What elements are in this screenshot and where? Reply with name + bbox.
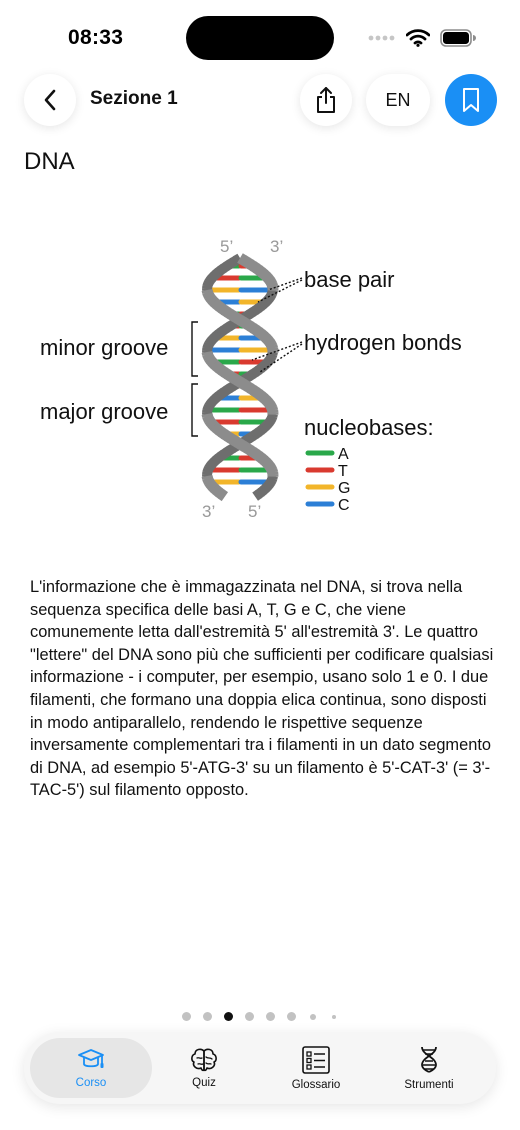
- page-dot[interactable]: [310, 1014, 316, 1020]
- tab-corso[interactable]: [36, 1032, 146, 1104]
- dna-diagram: [30, 226, 500, 526]
- end-label-top-right: 3’: [270, 237, 284, 256]
- double-helix: [207, 258, 273, 497]
- graduation-cap-icon: [76, 1047, 106, 1073]
- chevron-left-icon: [43, 89, 57, 111]
- wifi-icon: [406, 29, 430, 47]
- page-dot[interactable]: [287, 1012, 296, 1021]
- page-dot[interactable]: [182, 1012, 191, 1021]
- label-hydrogen-bonds: hydrogen bonds: [304, 330, 462, 355]
- page-dot[interactable]: [224, 1012, 233, 1021]
- brain-icon: [189, 1047, 219, 1073]
- legend-letter: T: [338, 463, 348, 480]
- cellular-signal-icon: [368, 34, 396, 42]
- minor-groove-bracket: [192, 322, 198, 376]
- label-minor-groove: minor groove: [40, 335, 169, 360]
- language-button[interactable]: EN: [366, 74, 430, 126]
- major-groove-bracket: [192, 384, 198, 436]
- tab-glossario[interactable]: [261, 1032, 371, 1104]
- legend-letter: A: [338, 446, 349, 463]
- tab-label-glossario: Glossario: [291, 1079, 341, 1091]
- status-time: 08:33: [68, 26, 124, 49]
- strand-segment: [255, 494, 259, 497]
- label-nucleobases: nucleobases:: [304, 415, 434, 440]
- battery-icon: [440, 29, 476, 47]
- dna-diagram-svg: [30, 226, 500, 526]
- share-button[interactable]: [300, 74, 352, 126]
- bookmark-button[interactable]: [445, 74, 497, 126]
- tab-label-corso: Corso: [75, 1077, 107, 1089]
- nav-title: Sezione 1: [90, 88, 178, 109]
- page-dot[interactable]: [245, 1012, 254, 1021]
- body-paragraph: L'informazione che è immagazzinata nel DNA, si trova nella sequenza specifica delle basi A, T, G e C, che viene comunemente letta dall'estremità 5' all'estremità 3'. Le quattro "lettere" del DNA sono più che sufficienti per codificare qualsiasi informazione - i computer, per esempio, usano solo 1 e 0. I due filamenti, che formano una doppia elica continua, sono disposti in modo antiparallelo, rendendo le rispettive sequenze inversamente complementari tra i filamenti in un dato segmento di DNA, ad esempio 5'-ATG-3' su un filamento è 5'-CAT-3' (= 3'-TAC-5') sul filamento opposto.: [30, 578, 494, 800]
- tab-strumenti[interactable]: [374, 1032, 484, 1104]
- label-major-groove: major groove: [40, 399, 169, 424]
- end-label-bottom-right: 5’: [248, 502, 262, 521]
- dynamic-island: [186, 16, 334, 60]
- status-bar: [0, 0, 520, 76]
- strand-segment: [221, 494, 225, 497]
- nucleobase-legend: [308, 446, 350, 514]
- back-button[interactable]: [24, 74, 76, 126]
- page-title: DNA: [24, 148, 75, 175]
- end-label-bottom-left: 3’: [202, 502, 216, 521]
- legend-letter: G: [338, 480, 351, 497]
- nav-bar: [0, 74, 520, 126]
- legend-letter: C: [338, 497, 350, 514]
- tab-label-strumenti: Strumenti: [404, 1079, 454, 1091]
- tab-label-quiz: Quiz: [192, 1077, 216, 1089]
- share-icon: [314, 86, 338, 114]
- label-base-pair: base pair: [304, 267, 395, 292]
- tab-quiz[interactable]: [149, 1032, 259, 1104]
- bookmark-icon: [461, 87, 481, 113]
- page-dot[interactable]: [332, 1015, 336, 1019]
- page-dot[interactable]: [266, 1012, 275, 1021]
- page-indicator[interactable]: [0, 1011, 520, 1023]
- page-dot[interactable]: [203, 1012, 212, 1021]
- tab-bar: [24, 1032, 496, 1104]
- dna-icon: [417, 1045, 441, 1075]
- end-label-top-left: 5’: [220, 237, 234, 256]
- status-icons: [368, 26, 476, 50]
- glossary-list-icon: [301, 1045, 331, 1075]
